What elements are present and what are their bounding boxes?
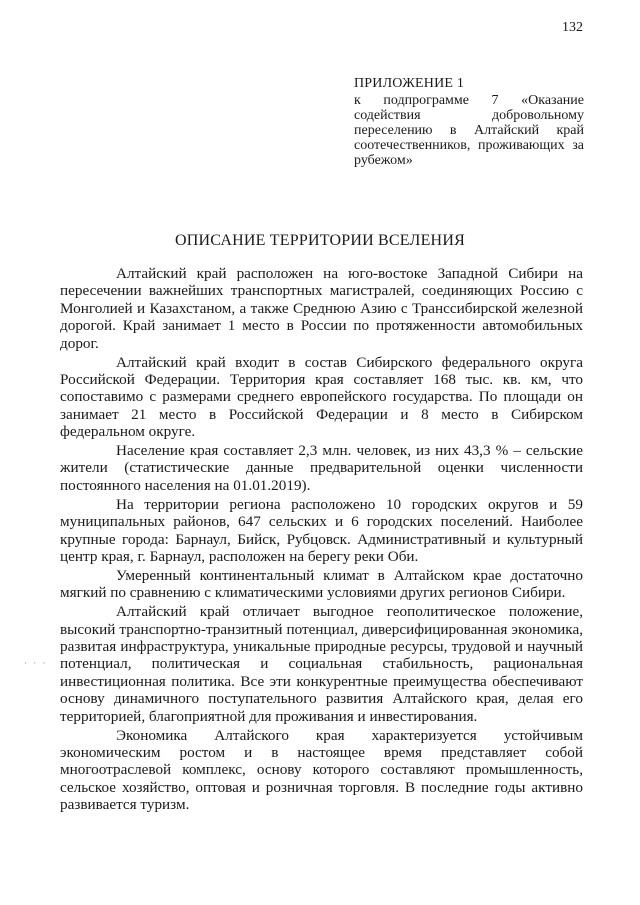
appendix-reference: к подпрограмме 7 «Оказание содействия добровольному переселению в Алтайский край соотечественников, проживающих за рубежом» [354, 93, 584, 168]
appendix-title: ПРИЛОЖЕНИЕ 1 [354, 76, 465, 91]
appendix-block [354, 76, 584, 168]
paragraph: Экономика Алтайского края характеризуется устойчивым экономическим ростом и в настоящее время представляет собой многоотраслевой комплекс, основу которого составляют промышленность, сельское хозяйство, оптовая и розничная торговля. В последние годы активно развивается туризм. [60, 726, 583, 814]
paragraph: Алтайский край отличает выгодное геополитическое положение, высокий транспортно-транзитный потенциал, диверсифицированная экономика, развитая инфраструктура, уникальные природные ресурсы, трудовой и научный потенциал, политическая и социальная стабильность, рациональная инвестиционная политика. Все эти конкурентные преимущества обеспечивают основу динамичного поступательного развития Алтайского края, делая его территорией, благоприятной для проживания и инвестирования. [60, 603, 583, 725]
document-body [60, 265, 583, 815]
scan-margin-marks: · · · [24, 658, 48, 668]
paragraph: Умеренный континентальный климат в Алтайском крае достаточно мягкий по сравнению с климатическими условиями других регионов Сибири. [60, 566, 583, 602]
paragraph: Алтайский край расположен на юго-востоке Западной Сибири на пересечении важнейших транспортных магистралей, соединяющих Россию с Монголией и Казахстаном, а также Среднюю Азию с Транссибирской железной дорогой. Край занимает 1 место в России по протяженности автомобильных дорог. [60, 265, 583, 352]
document-title: ОПИСАНИЕ ТЕРРИТОРИИ ВСЕЛЕНИЯ [175, 232, 465, 249]
paragraph: Население края составляет 2,3 млн. человек, из них 43,3 % – сельские жители (статистические данные предварительной оценки численности постоянного населения на 01.01.2019). [60, 442, 583, 494]
paragraph: На территории региона расположено 10 городских округов и 59 муниципальных районов, 647 сельских и 6 городских поселений. Наиболее крупные города: Барнаул, Бийск, Рубцовск. Административный и культурный центр края, г. Барнаул, расположен на берегу реки Оби. [60, 495, 583, 565]
page-number: 132 [562, 20, 583, 35]
paragraph: Алтайский край входит в состав Сибирского федерального округа Российской Федерации. Территория края составляет 168 тыс. кв. км, что сопоставимо с размерами среднего европейского государства. По площади он занимает 21 место в Российской Федерации и 8 место в Сибирском федеральном округе. [60, 353, 583, 441]
